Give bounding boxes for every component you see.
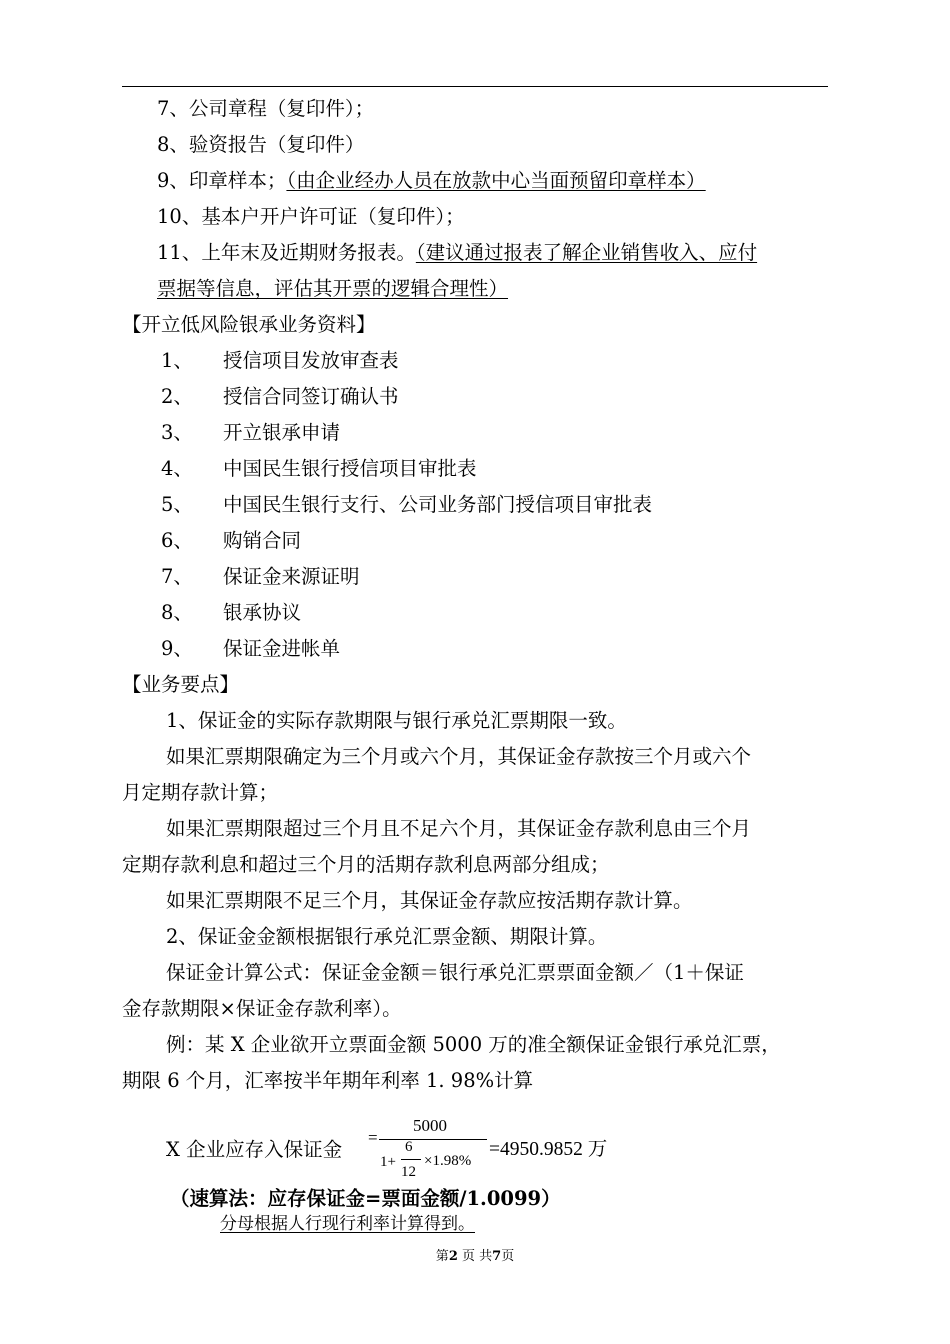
paragraph: 如果汇票期限确定为三个月或六个月，其保证金存款按三个月或六个 bbox=[166, 745, 752, 768]
list-item: 9、印章样本；（由企业经办人员在放款中心当面预留印章样本） bbox=[157, 169, 706, 192]
item-number: 1、 bbox=[161, 349, 193, 372]
paragraph-continued: 金存款期限×保证金存款利率）。 bbox=[122, 997, 402, 1020]
quick-method: （速算法：应存保证金=票面金额/1.0099） bbox=[170, 1187, 561, 1210]
paragraph: 保证金计算公式：保证金金额＝银行承兑汇票票面金额／（1＋保证 bbox=[166, 961, 744, 984]
item-text: 授信合同签订确认书 bbox=[223, 385, 399, 408]
item-text: 购销合同 bbox=[223, 529, 302, 552]
paragraph-continued: 期限 6 个月，汇率按半年期年利率 1. 98%计算 bbox=[122, 1069, 534, 1092]
quick-note: 分母根据人行现行利率计算得到。 bbox=[220, 1214, 475, 1234]
item-text: 保证金进帐单 bbox=[223, 637, 341, 660]
paragraph: 2、保证金金额根据银行承兑汇票金额、期限计算。 bbox=[166, 925, 608, 948]
item-text: 保证金来源证明 bbox=[223, 565, 360, 588]
formula-fraction-bar bbox=[379, 1139, 487, 1140]
paragraph: 如果汇票期限不足三个月，其保证金存款应按活期存款计算。 bbox=[166, 889, 693, 912]
item-text: 银承协议 bbox=[223, 601, 302, 624]
page-footer: 第2 页 共7页 bbox=[435, 1249, 515, 1264]
header-rule bbox=[122, 86, 828, 87]
list-item: 8、验资报告（复印件） bbox=[157, 133, 365, 156]
item-text: 开立银承申请 bbox=[223, 421, 341, 444]
item-text: 授信项目发放审查表 bbox=[223, 349, 399, 372]
formula-label: X 企业应存入保证金 bbox=[166, 1138, 343, 1161]
formula-rate: ×1.98% bbox=[424, 1153, 472, 1169]
list-note: （建议通过报表了解企业销售收入、应付 bbox=[415, 241, 758, 264]
item-number: 3、 bbox=[161, 421, 193, 444]
formula-numerator: 5000 bbox=[413, 1116, 447, 1135]
item-number: 6、 bbox=[161, 529, 193, 552]
item-number: 2、 bbox=[161, 385, 193, 408]
list-item: 11、上年末及近期财务报表。（建议通过报表了解企业销售收入、应付 bbox=[157, 241, 758, 264]
formula-inner-denominator: 12 bbox=[401, 1164, 416, 1180]
item-number: 7、 bbox=[161, 565, 193, 588]
paragraph-continued: 月定期存款计算； bbox=[122, 781, 279, 804]
formula-result: =4950.9852 万 bbox=[489, 1139, 608, 1160]
item-text: 中国民生银行支行、公司业务部门授信项目审批表 bbox=[223, 493, 653, 516]
section-heading: 【开立低风险银承业务资料】 bbox=[122, 313, 376, 336]
item-number: 9、 bbox=[161, 637, 193, 660]
paragraph: 1、保证金的实际存款期限与银行承兑汇票期限一致。 bbox=[166, 709, 627, 732]
formula-inner-bar bbox=[401, 1159, 421, 1160]
list-note: （由企业经办人员在放款中心当面预留印章样本） bbox=[286, 169, 706, 192]
formula-inner-numerator: 6 bbox=[405, 1139, 413, 1155]
formula-equals: = bbox=[368, 1128, 378, 1147]
paragraph: 例：某 X 企业欲开立票面金额 5000 万的准全额保证金银行承兑汇票， bbox=[166, 1033, 781, 1056]
paragraph: 如果汇票期限超过三个月且不足六个月，其保证金存款利息由三个月 bbox=[166, 817, 752, 840]
item-number: 5、 bbox=[161, 493, 193, 516]
item-text: 中国民生银行授信项目审批表 bbox=[223, 457, 477, 480]
list-note-continued: 票据等信息，评估其开票的逻辑合理性） bbox=[157, 277, 509, 300]
list-item: 10、基本户开户许可证（复印件）； bbox=[157, 205, 465, 228]
item-number: 8、 bbox=[161, 601, 193, 624]
list-item: 7、公司章程（复印件）； bbox=[157, 97, 375, 120]
section-heading: 【业务要点】 bbox=[122, 673, 240, 696]
item-number: 4、 bbox=[161, 457, 193, 480]
formula-denominator-one: 1+ bbox=[380, 1154, 396, 1170]
paragraph-continued: 定期存款利息和超过三个月的活期存款利息两部分组成； bbox=[122, 853, 610, 876]
